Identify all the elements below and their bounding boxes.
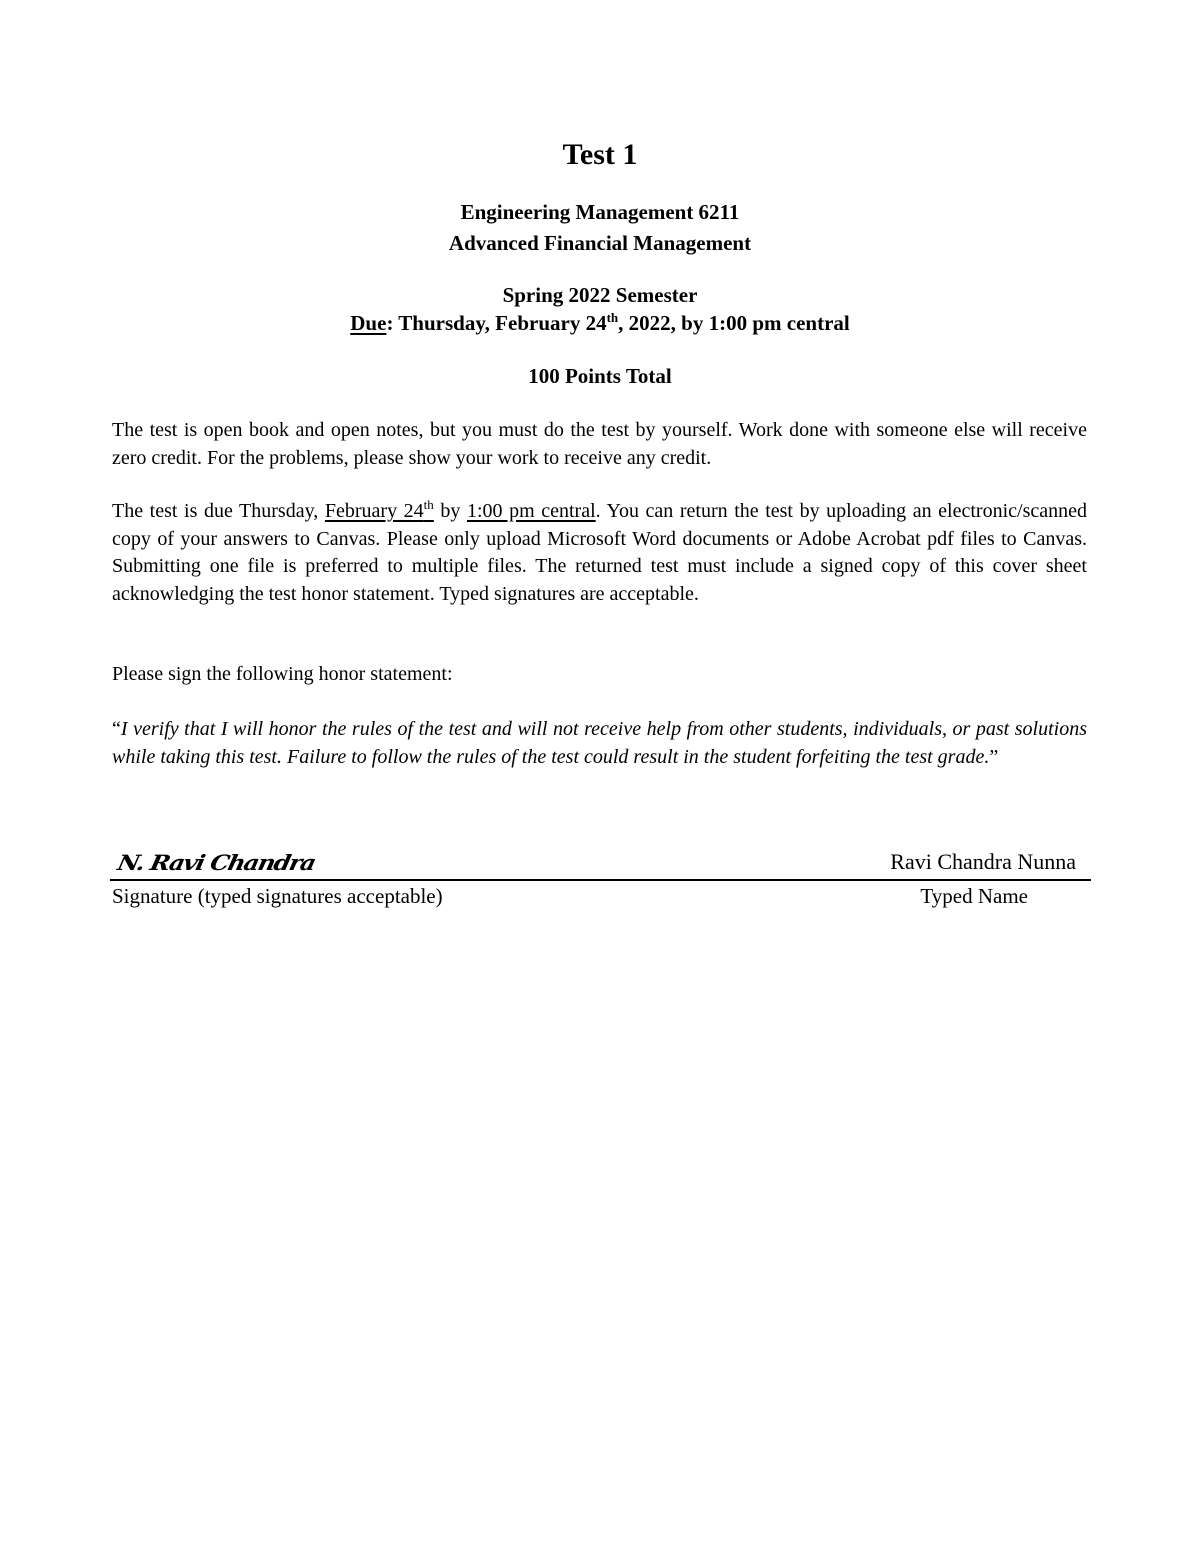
honor-statement-text: I verify that I will honor the rules of the test and will not receive help from other students, individuals, or past solutions while taking this test. Failure to follow the rules of the test could result in the student forfeiting the test grade. xyxy=(112,718,1087,768)
typed-name-value: Ravi Chandra Nunna xyxy=(890,849,1076,874)
points-total: 100 Points Total xyxy=(528,364,672,388)
p2-text-c: . You can return the test by uploading an electronic/scanned copy of your answers to Canvas. Please only upload Microsoft Word documents or Adobe Acrobat pdf files to Canvas. Submitting one file is preferred to multiple files. The returned test must include a signed copy of this cover sheet acknowledging the test honor statement. Typed signatures are acceptable. xyxy=(112,500,1087,605)
honor-open-quote: “ xyxy=(112,718,121,740)
honor-close-quote: ” xyxy=(989,745,999,768)
due-label: Due xyxy=(350,311,387,335)
signature-image: N. Ravi Chandra xyxy=(115,849,318,876)
p2-date-sup: th xyxy=(423,497,434,512)
p2-date: February 24 xyxy=(324,500,424,522)
course-name: Advanced Financial Management xyxy=(448,231,752,255)
honor-statement xyxy=(112,716,1087,771)
due-sup: th xyxy=(606,310,619,325)
due-date-underlined xyxy=(324,497,434,522)
semester: Spring 2022 Semester xyxy=(502,283,698,307)
p2-text-b: by xyxy=(433,500,467,522)
due-date-line xyxy=(0,309,1200,337)
due-text: : Thursday, February 24 xyxy=(386,311,607,335)
due-time-underlined: 1:00 pm central xyxy=(466,500,596,522)
instructions-paragraph-1: The test is open book and open notes, but you must do the test by yourself. Work done with someone else will receive zero credit. For the problems, please show your work to receive any credit. xyxy=(112,419,1087,469)
signature-caption: Signature (typed signatures acceptable) xyxy=(112,884,443,908)
instructions-paragraph-2 xyxy=(112,498,1087,608)
due-text-end: , 2022, by 1:00 pm central xyxy=(618,311,850,335)
p2-text-a: The test is due Thursday, xyxy=(112,500,325,522)
typed-name-caption: Typed Name xyxy=(920,884,1028,908)
signature-line xyxy=(110,879,1091,881)
course-number: Engineering Management 6211 xyxy=(460,200,740,224)
instructions-paragraph-3: Please sign the following honor statement: xyxy=(112,663,453,685)
test-title: Test 1 xyxy=(562,138,638,171)
